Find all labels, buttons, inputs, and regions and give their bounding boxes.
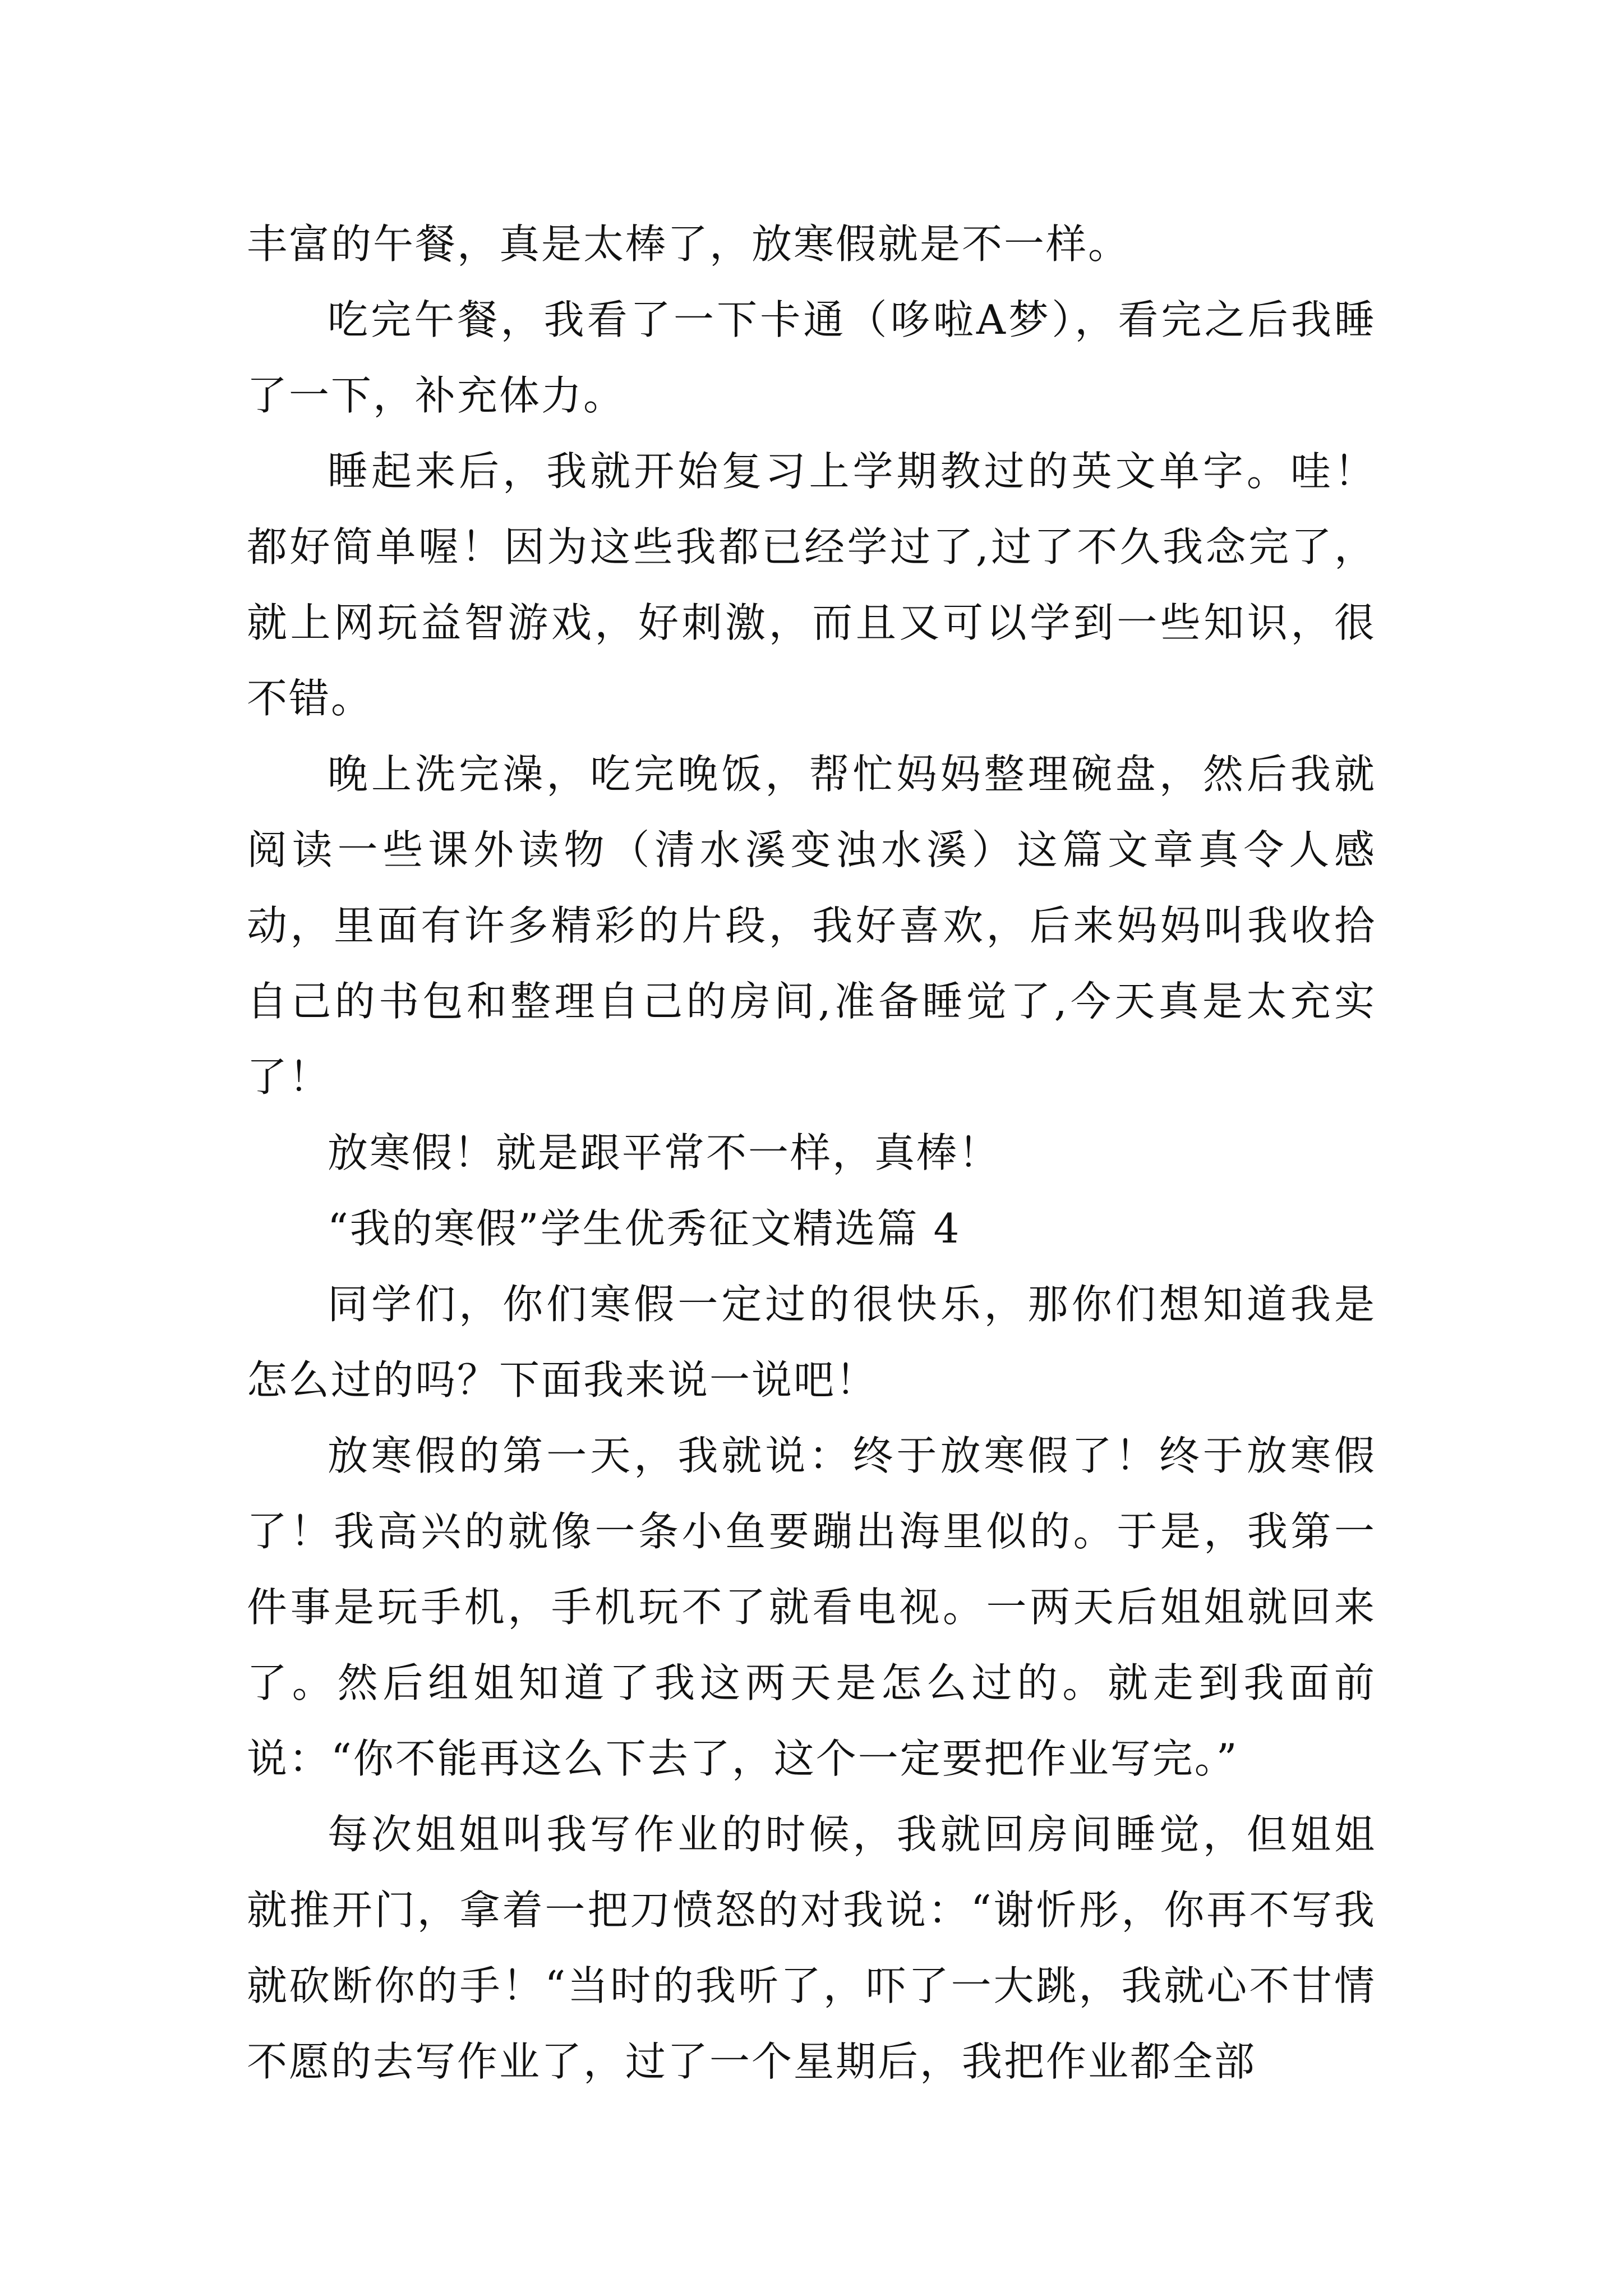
body-text	[247, 206, 1376, 2100]
paragraph: 睡起来后，我就开始复习上学期教过的英文单字。哇！都好简单喔！因为这些我都已经学过了,过了不久我念完了，就上网玩益智游戏，好刺激，而且又可以学到一些知识，很不错。	[247, 448, 1376, 722]
paragraph: 每次姐姐叫我写作业的时候，我就回房间睡觉，但姐姐就推开门，拿着一把刀愤怒的对我说：“谢忻彤，你再不写我就砍断你的手！“当时的我听了，吓了一大跳，我就心不甘情不愿的去写作业了，过了一个星期后，我把作业都全部	[247, 1811, 1376, 2085]
paragraph: 吃完午餐，我看了一下卡通（哆啦A梦），看完之后我睡了一下，补充体力。	[247, 296, 1376, 419]
paragraph: 晚上洗完澡，吃完晚饭，帮忙妈妈整理碗盘，然后我就阅读一些课外读物（清水溪变浊水溪）这篇文章真令人感动，里面有许多精彩的片段，我好喜欢，后来妈妈叫我收拾自己的书包和整理自己的房间,准备睡觉了,今天真是太充实了！	[247, 751, 1376, 1101]
paragraph: 放寒假的第一天，我就说：终于放寒假了！终于放寒假了！我高兴的就像一条小鱼要蹦出海里似的。于是，我第一件事是玩手机，手机玩不了就看电视。一两天后姐姐就回来了。然后组姐知道了我这两天是怎么过的。就走到我面前说：“你不能再这么下去了，这个一定要把作业写完。”	[247, 1432, 1376, 1782]
section-heading: “我的寒假”学生优秀征文精选篇 4	[328, 1205, 961, 1252]
paragraph: 同学们，你们寒假一定过的很快乐，那你们想知道我是怎么过的吗？下面我来说一说吧！	[247, 1281, 1376, 1404]
paragraph-continuation: 丰富的午餐，真是太棒了，放寒假就是不一样。	[247, 220, 1131, 268]
paragraph: 放寒假！就是跟平常不一样，真棒！	[328, 1129, 1001, 1176]
